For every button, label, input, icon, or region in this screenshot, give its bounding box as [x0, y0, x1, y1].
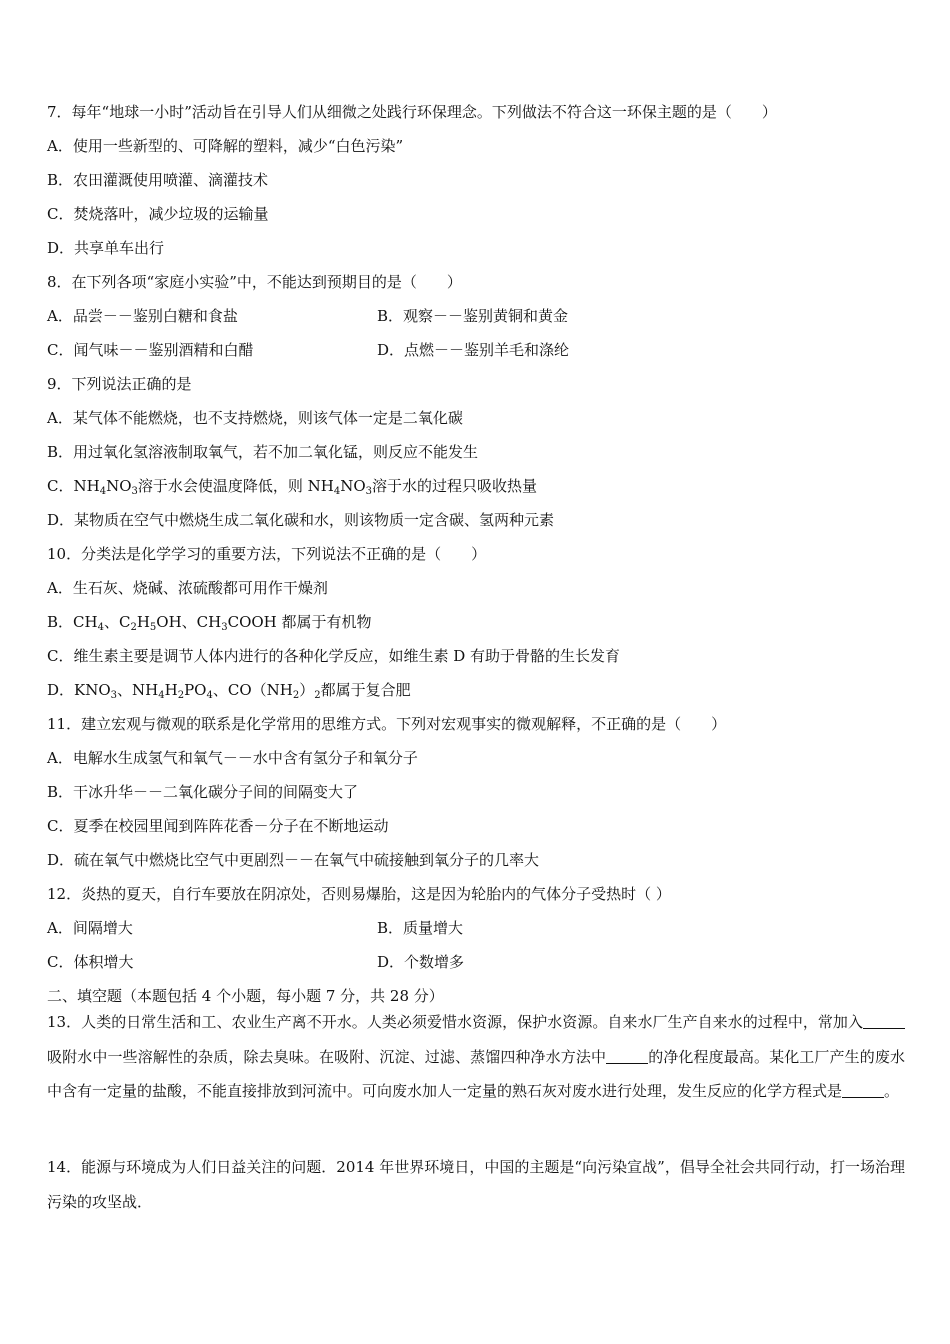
q7-stem: 7．每年“地球一小时”活动旨在引导人们从细微之处践行环保理念。下列做法不符合这一环保主题的是（ ） [47, 103, 777, 121]
q11-option-d: D．硫在氧气中燃烧比空气中更剧烈－－在氧气中硫接触到氧分子的几率大 [47, 851, 540, 869]
q11-option-a: A．电解水生成氢气和氧气－－水中含有氢分子和氧分子 [47, 749, 418, 767]
section-heading: 二、填空题（本题包括 4 个小题，每小题 7 分，共 28 分） [47, 987, 444, 1005]
q8-option-d: D．点燃－－鉴别羊毛和涤纶 [377, 341, 570, 359]
q8-stem: 8．在下列各项“家庭小实验”中，不能达到预期目的是（ ） [47, 273, 462, 291]
q9-option-d: D．某物质在空气中燃烧生成二氧化碳和水，则该物质一定含碳、氢两种元素 [47, 511, 555, 529]
q7-option-d: D．共享单车出行 [47, 239, 165, 257]
q8-option-c: C．闻气味－－鉴别酒精和白醋 [47, 341, 254, 359]
q8-option-b: B．观察－－鉴别黄铜和黄金 [377, 307, 569, 325]
q9-option-b: B．用过氧化氢溶液制取氧气，若不加二氧化锰，则反应不能发生 [47, 443, 479, 461]
q12-option-b: B．质量增大 [377, 919, 464, 937]
answer-blank-3[interactable] [842, 1083, 884, 1098]
q11-stem: 11．建立宏观与微观的联系是化学常用的思维方式。下列对宏观事实的微观解释，不正确的是（ ） [47, 715, 727, 733]
q9-option-c: C．$NH_4NO_3$溶于水会使温度降低，则 $NH_4NO_3$溶于水的过程只吸收热量 [47, 477, 538, 497]
q10-stem: 10．分类法是化学学习的重要方法，下列说法不正确的是（ ） [47, 545, 487, 563]
q9-stem: 9．下列说法正确的是 [47, 375, 192, 393]
q9-option-a: A．某气体不能燃烧，也不支持燃烧，则该气体一定是二氧化碳 [47, 409, 463, 427]
q10-option-d: D．$KNO_3$、$NH_4H_2PO_4$、$CO(NH_2)_2$都属于复合肥 [47, 681, 411, 701]
q12-option-d: D．个数增多 [377, 953, 465, 971]
q12-option-a: A．间隔增大 [47, 919, 133, 937]
answer-blank-2[interactable] [606, 1049, 648, 1064]
q14-paragraph: 14．能源与环境成为人们日益关注的问题．2014 年世界环境日，中国的主题是“向污染宣战”，倡导全社会共同行动，打一场治理污染的攻坚战． [47, 1158, 905, 1211]
q7-option-a: A．使用一些新型的、可降解的塑料，减少“白色污染” [47, 137, 404, 155]
q7-option-b: B．农田灌溉使用喷灌、滴灌技术 [47, 171, 269, 189]
q7-option-c: C．焚烧落叶，减少垃圾的运输量 [47, 205, 269, 223]
q10-option-b: B．$CH_4$、$C_2H_5OH$、$CH_3COOH$ 都属于有机物 [47, 613, 372, 633]
q10-option-a: A．生石灰、烧碱、浓硫酸都可用作干燥剂 [47, 579, 328, 597]
q8-option-a: A．品尝－－鉴别白糖和食盐 [47, 307, 238, 325]
answer-blank-1[interactable] [863, 1014, 905, 1029]
q12-option-c: C．体积增大 [47, 953, 134, 971]
q12-stem: 12．炎热的夏天，自行车要放在阴凉处，否则易爆胎，这是因为轮胎内的气体分子受热时（ ） [47, 885, 671, 903]
q11-option-c: C．夏季在校园里闻到阵阵花香－分子在不断地运动 [47, 817, 389, 835]
q11-option-b: B．干冰升华－－二氧化碳分子间的间隔变大了 [47, 783, 359, 801]
q10-option-c: C．维生素主要是调节人体内进行的各种化学反应，如维生素 D 有助于骨骼的生长发育 [47, 647, 621, 665]
q13-paragraph: 13．人类的日常生活和工、农业生产离不开水。人类必须爱惜水资源，保护水资源。自来水厂生产自来水的过程中，常加入吸附水中一些溶解性的杂质，除去臭味。在吸附、沉淀、过滤、蒸馏四种净水方法中 的净化程度最高。某化工厂产生的废水中含有一定量的盐酸，不能直接排放到河流中。可向废水加人一定量的熟石灰对废水进行处理，发生反应的化学方程式是 。 [47, 1013, 905, 1100]
